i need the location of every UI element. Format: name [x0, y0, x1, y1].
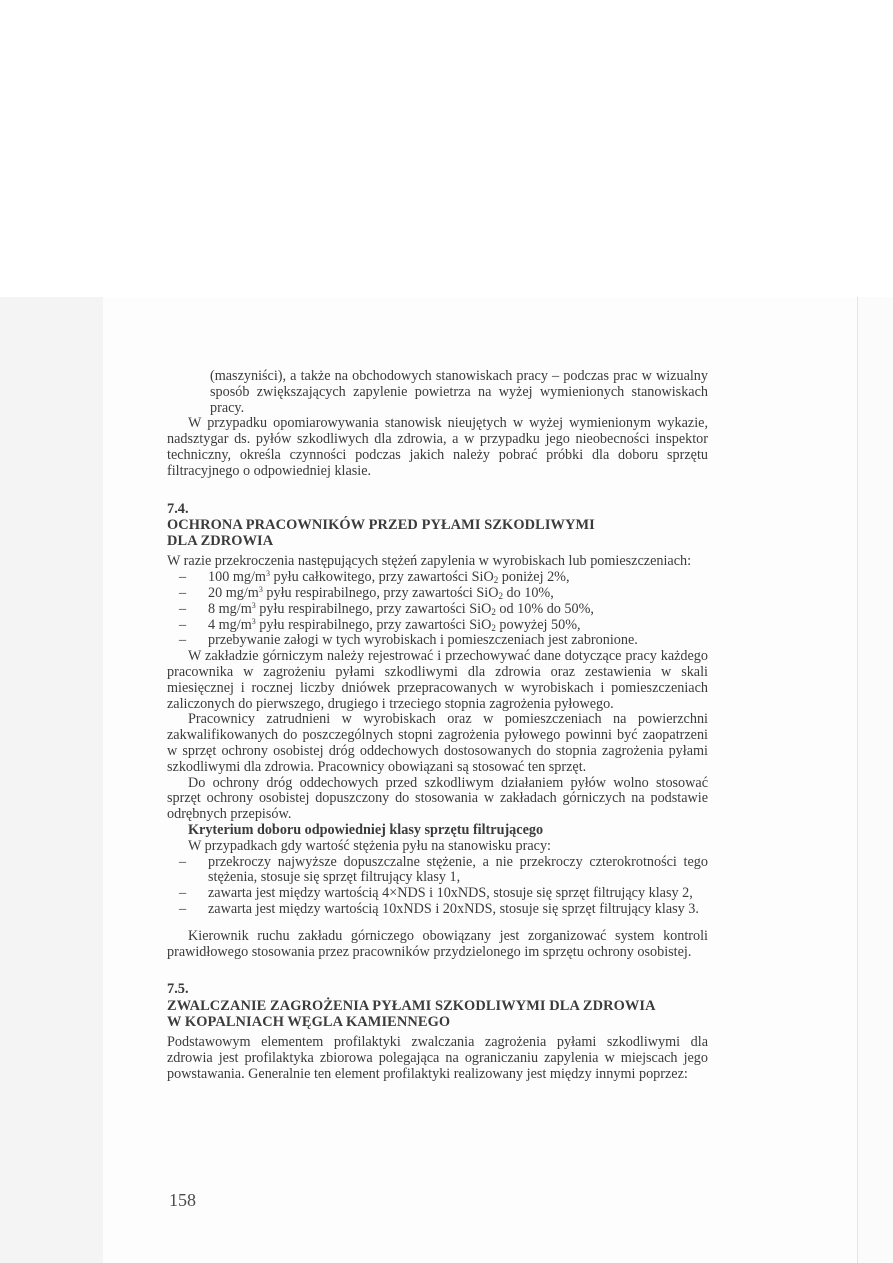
limit-text: pyłu respirabilnego, przy zawartości SiO — [255, 616, 492, 633]
limits-lead: W razie przekroczenia następujących stężeń zapylenia w wyrobiskach lub pomieszczeniach: — [167, 553, 692, 570]
criteria-lead: W przypadkach gdy wartość stężenia pyłu na stanowisku pracy: — [188, 837, 551, 854]
limit-exponent: 3 — [265, 569, 270, 579]
section-7-4-number: 7.4. — [167, 500, 189, 517]
limit-value: 8 mg/m — [208, 600, 252, 617]
criteria-list — [167, 855, 708, 918]
limits-list — [167, 570, 708, 649]
limit-item — [167, 586, 708, 602]
page-number: 158 — [169, 1190, 196, 1210]
scan-edge-line — [857, 297, 858, 1263]
paragraph-protection: Do ochrony dróg oddechowych przed szkodliwym działaniem pyłów wolno stosować sprzęt ochrony osobistej dopuszczony do stosowania w zakładach górniczych na podstawie odrębnych przepisów. — [167, 774, 708, 823]
limit-text: pyłu respirabilnego, przy zawartości SiO — [262, 584, 499, 601]
limit-subscript: 2 — [498, 590, 503, 601]
paragraph-registration: W zakładzie górniczym należy rejestrować i przechowywać dane dotyczące pracy każdego pracownika w zagrożeniu pyłami szkodliwymi dla zdrowia oraz zestawienia w skali miesięcznej i rocznej liczby dniówek przepracowanych w wyrobiskach i pomieszczeniach zaliczonych do pierwszego, drugiego i trzeciego stopnia zagrożenia pyłowego. — [167, 648, 708, 712]
limit-text-end: do 10%, — [502, 584, 554, 601]
limit-item — [167, 618, 708, 634]
section-7-4-title-line1: OCHRONA PRACOWNIKÓW PRZED PYŁAMI SZKODLIWYMI — [167, 517, 595, 534]
limit-exponent: 3 — [251, 600, 256, 610]
limit-value: 100 mg/m — [208, 569, 266, 586]
limit-item — [167, 602, 708, 618]
section-7-5-title — [167, 998, 708, 1030]
limit-text-end: od 10% do 50%, — [495, 600, 594, 617]
limit-exponent: 3 — [251, 616, 256, 626]
limit-text: pyłu respirabilnego, przy zawartości SiO — [255, 600, 492, 617]
paragraph-supervision: Kierownik ruchu zakładu górniczego obowiązany jest zorganizować system kontroli prawidłowego stosowania przez pracowników przydzielonego im sprzętu ochrony osobistej. — [167, 927, 708, 960]
intro-paragraph: W przypadku opomiarowywania stanowisk nieujętych w wyżej wymienionym wykazie, nadsztygar ds. pyłów szkodliwych dla zdrowia, a w przypadku jego nieobecności inspektor techniczny, określa czynności podczas jakich należy pobrać próbki dla doboru sprzętu filtracyjnego o odpowiedniej klasie. — [167, 415, 708, 479]
section-7-5-title-line1: ZWALCZANIE ZAGROŻENIA PYŁAMI SZKODLIWYMI DLA ZDROWIA — [167, 998, 656, 1015]
limit-subscript: 2 — [491, 622, 496, 633]
limit-exponent: 3 — [258, 584, 263, 594]
limit-subscript: 2 — [493, 575, 499, 586]
section-7-4-title — [167, 517, 708, 549]
criteria-item: – zawarta jest między wartością 4×NDS i 10xNDS, stosuje się sprzęt filtrujący klasy 2, — [167, 886, 708, 902]
limit-value: 4 mg/m — [208, 616, 252, 633]
paragraph-equipment: Pracownicy zatrudnieni w wyrobiskach oraz w pomieszczeniach na powierzchni zakwalifikowanych do poszczególnych stopni zagrożenia pyłowego powinni być zaopatrzeni w sprzęt ochrony osobistej dróg oddechowych dostosowanych do stopnia zagrożenia pyłami szkodliwymi dla zdrowia. Pracownicy obowiązani są stosować ten sprzęt. — [167, 711, 708, 775]
paragraph-prevention: Podstawowym elementem profilaktyki zwalczania zagrożenia pyłami szkodliwymi dla zdrowia jest profilaktyka zbiorowa polegająca na ograniczaniu zapylenia w miejscach jego powstawania. Generalnie ten element profilaktyki realizowany jest między innymi poprzez: — [167, 1034, 708, 1082]
scan-left-margin — [0, 297, 103, 1263]
criteria-item: – przekroczy najwyższe dopuszczalne stężenie, a nie przekroczy czterokrotności tego stężenia, stosuje się sprzęt filtrujący klasy 1, — [167, 855, 708, 887]
limit-text-end: poniżej 2%, — [498, 569, 570, 586]
limit-text: pyłu całkowitego, przy zawartości SiO — [269, 569, 494, 586]
section-7-4-title-line2: DLA ZDROWIA — [167, 533, 274, 550]
criteria-item: – zawarta jest między wartością 10xNDS i 20xNDS, stosuje się sprzęt filtrujący klasy 3. — [167, 902, 708, 918]
section-7-5-title-line2: W KOPALNIACH WĘGLA KAMIENNEGO — [167, 1014, 451, 1031]
limit-value: 20 mg/m — [208, 584, 259, 601]
page-content — [167, 369, 708, 1082]
limit-item — [167, 570, 708, 586]
limit-item-last: – przebywanie załogi w tych wyrobiskach i pomieszczeniach jest zabronione. — [167, 633, 708, 649]
section-7-5-number: 7.5. — [167, 981, 189, 998]
limit-subscript: 2 — [491, 606, 496, 617]
intro-continuation: (maszyniści), a także na obchodowych stanowiskach pracy – podczas prac w wizualny sposób zwiększających zapylenie powietrza na wyżej wymienionych stanowiskach pracy. — [210, 368, 708, 416]
criteria-heading: Kryterium doboru odpowiedniej klasy sprzętu filtrującego — [188, 821, 544, 838]
limit-text-end: powyżej 50%, — [495, 616, 581, 633]
